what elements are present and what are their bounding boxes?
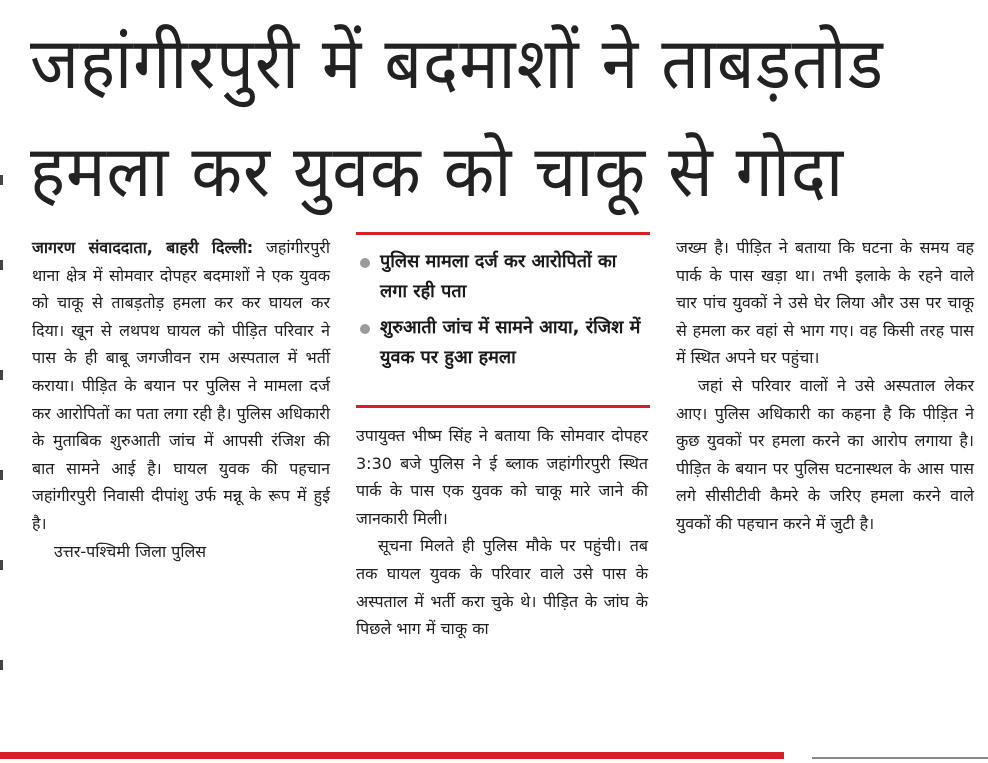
byline: जागरण संवाददाता, बाहरी दिल्ली: [32, 238, 254, 257]
highlight-item [360, 313, 644, 373]
headline-line-1: जहांगीरपुरी में बदमाशों ने ताबड़तोड [30, 21, 884, 106]
edge-mark [0, 660, 3, 670]
bottom-red-divider [0, 752, 784, 759]
edge-mark [0, 470, 3, 480]
article-paragraph [32, 234, 330, 538]
article-paragraph: उपायुक्त भीष्म सिंह ने बताया कि सोमवार दोपहर 3:30 बजे पुलिस ने ई ब्लाक जहांगीरपुरी स्थित पार्क के पास एक युवक को चाकू मारे जाने की जानकारी मिली। [356, 426, 648, 528]
edge-mark [0, 260, 3, 270]
article-column-2 [356, 422, 648, 643]
highlight-text: शुरुआती जांच में सामने आया, रंजिश में युवक पर हुआ हमला [380, 317, 641, 368]
article-text: जहांगीरपुरी थाना क्षेत्र में सोमवार दोपहर बदमाशों ने एक युवक को चाकू से ताबड़तोड़ हमला कर कर घायल कर दिया। खून से लथपथ घायल को पीड़ित परिवार ने पास के ही बाबू जगजीवन राम अस्पताल में भर्ती कराया। पीड़ित के बयान पर पुलिस ने मामला दर्ज कर आरोपितों का पता लगा रही है। पुलिस अधिकारी के मुताबिक शुरुआती जांच में आपसी रंजिश की बात सामने आई है। घायल युवक की पहचान जहांगीरपुरी निवासी दीपांशु उर्फ मन्नू के रूप में हुई है। [32, 238, 330, 533]
highlights-box [356, 232, 650, 408]
highlight-item [360, 247, 644, 307]
article-column-3 [676, 234, 974, 538]
article-paragraph: उत्तर-पश्चिमी जिला पुलिस [54, 541, 207, 561]
headline [30, 10, 970, 226]
article-paragraph: जख्म है। पीड़ित ने बताया कि घटना के समय वह पार्क के पास खड़ा था। तभी इलाके के रहने वाले चार पांच युवकों ने उसे घेर लिया और उस पर चाकू से हमला कर वहां से भाग गए। वह किसी तरह पास में स्थित अपने घर पहुंचा। [676, 238, 974, 368]
article-paragraph: जहां से परिवार वालों ने उसे अस्पताल लेकर आए। पुलिस अधिकारी का कहना है कि पीड़ित ने कुछ युवकों पर हमला करने का आरोप लगाया है। पीड़ित के बयान पर पुलिस घटनास्थल के आस पास लगे सीसीटीवी कैमरे के जरिए हमला करने वाले युवकों की पहचान करने में जुटी है। [676, 375, 974, 533]
article-paragraph: सूचना मिलते ही पुलिस मौके पर पहुंची। तब तक घायल युवक के परिवार वाले उसे पास के अस्पताल में भर्ती करा चुके थे। पीड़ित के जांघ के पिछले भाग में चाकू का [356, 536, 648, 639]
headline-line-2: हमला कर युवक को चाकू से गोदा [30, 129, 845, 214]
highlight-text: पुलिस मामला दर्ज कर आरोपितों का लगा रही पता [380, 251, 617, 302]
bullet-icon [360, 324, 370, 334]
edge-mark [0, 175, 3, 185]
edge-mark [0, 370, 3, 380]
article-column-1 [32, 234, 330, 565]
bottom-grey-divider [812, 757, 988, 759]
bullet-icon [360, 258, 370, 268]
edge-mark [0, 560, 3, 570]
